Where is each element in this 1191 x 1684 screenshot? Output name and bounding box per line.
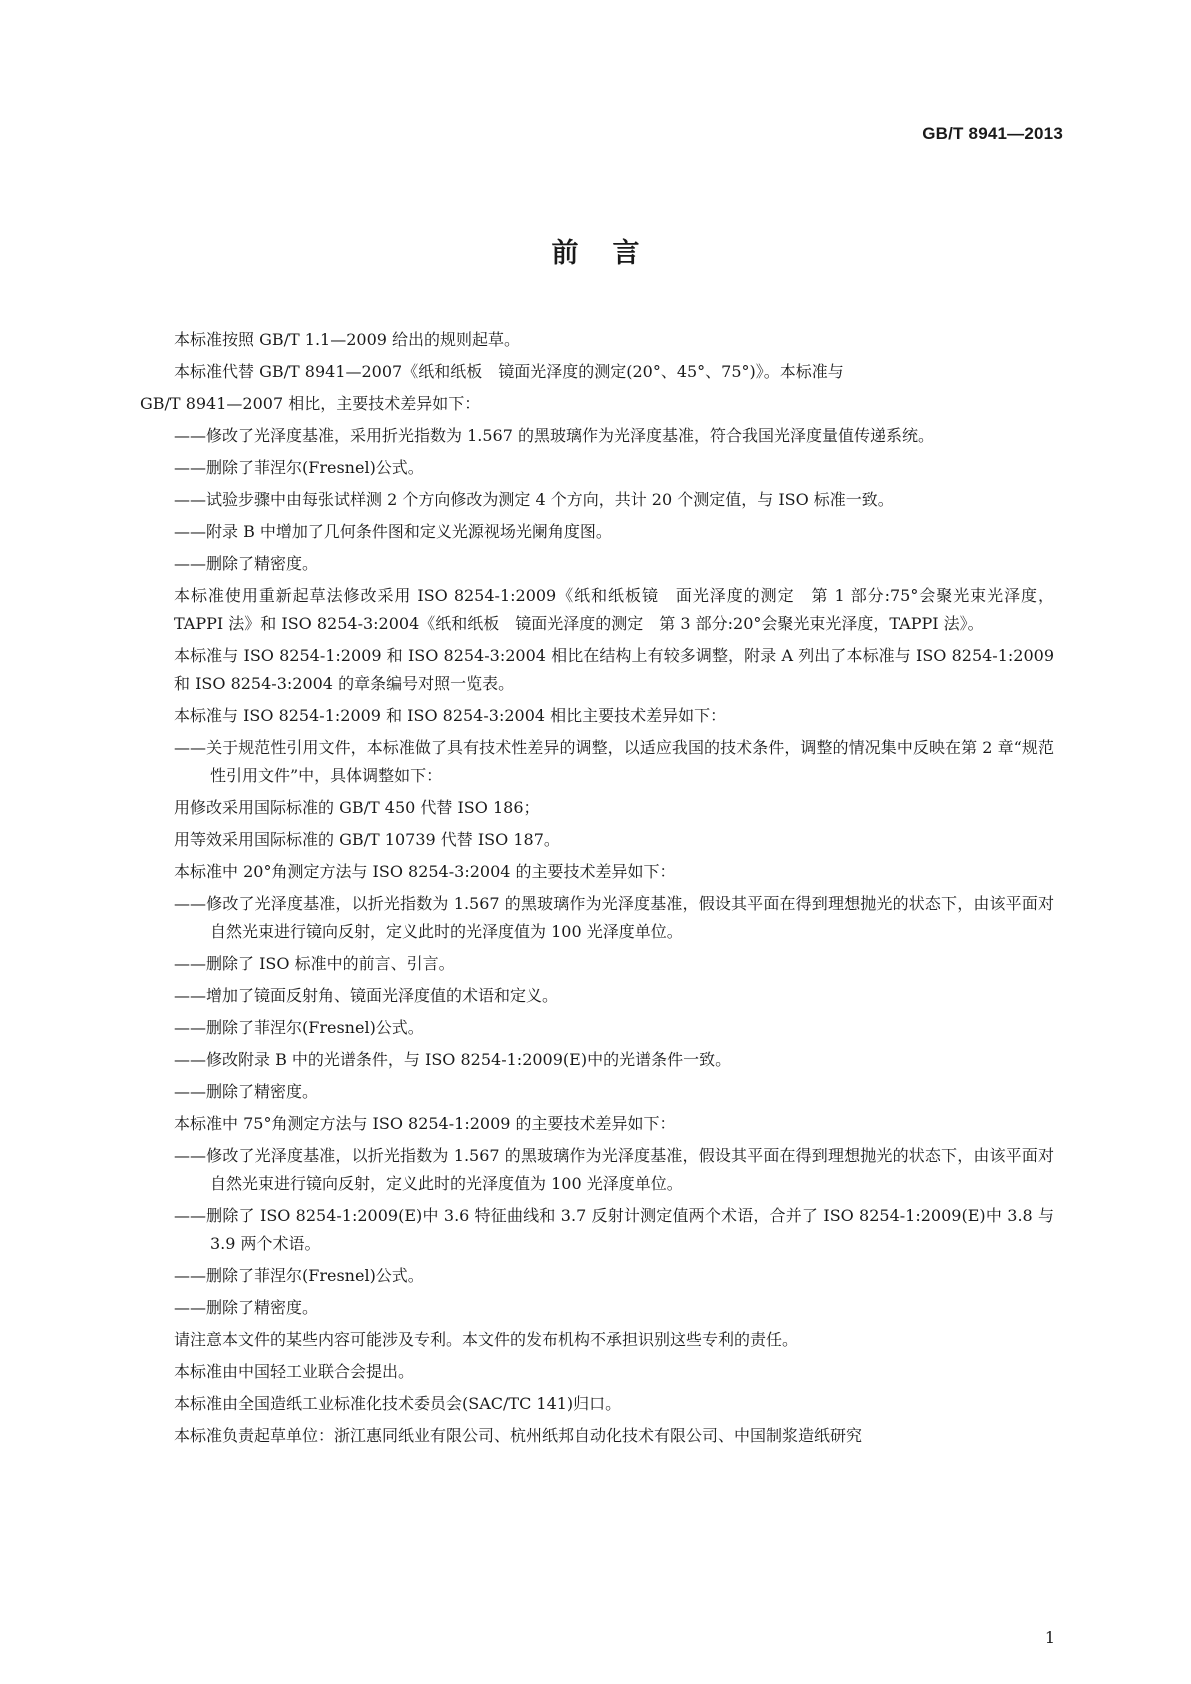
paragraph: 本标准中 20°角测定方法与 ISO 8254-3:2004 的主要技术差异如下： bbox=[174, 862, 676, 881]
list-item: ——修改了光泽度基准，以折光指数为 1.567 的黑玻璃作为光泽度基准，假设其平面在得到理想抛光的状态下，由该平面对自然光束进行镜向反射，定义此时的光泽度值为 100 光泽度单位。 bbox=[174, 894, 1054, 941]
list-item: ——关于规范性引用文件，本标准做了具有技术性差异的调整，以适应我国的技术条件，调整的情况集中反映在第 2 章“规范性引用文件”中，具体调整如下： bbox=[174, 738, 1054, 785]
list-item: ——删除了菲涅尔(Fresnel)公式。 bbox=[174, 458, 424, 477]
list-item: ——附录 B 中增加了几何条件图和定义光源视场光阑角度图。 bbox=[174, 522, 612, 541]
list-item: ——删除了精密度。 bbox=[174, 554, 319, 573]
paragraph: 本标准由中国轻工业联合会提出。 bbox=[174, 1362, 415, 1381]
paragraph: 本标准与 ISO 8254-1:2009 和 ISO 8254-3:2004 相比主要技术差异如下： bbox=[174, 706, 727, 725]
list-item: ——删除了精密度。 bbox=[174, 1082, 319, 1101]
paragraph: 本标准与 ISO 8254-1:2009 和 ISO 8254-3:2004 相比在结构上有较多调整，附录 A 列出了本标准与 ISO 8254-1:2009 和 ISO 8254-3:2004 的章条编号对照一览表。 bbox=[174, 646, 1054, 693]
paragraph: 用修改采用国际标准的 GB/T 450 代替 ISO 186； bbox=[174, 798, 540, 817]
document-body bbox=[140, 326, 1054, 1454]
standard-number: GB/T 8941—2013 bbox=[922, 124, 1063, 143]
list-item: ——删除了菲涅尔(Fresnel)公式。 bbox=[174, 1266, 424, 1285]
list-item: ——试验步骤中由每张试样测 2 个方向修改为测定 4 个方向，共计 20 个测定值，与 ISO 标准一致。 bbox=[174, 490, 894, 509]
list-item: ——修改了光泽度基准，采用折光指数为 1.567 的黑玻璃作为光泽度基准，符合我国光泽度量值传递系统。 bbox=[174, 426, 934, 445]
paragraph: 本标准使用重新起草法修改采用 ISO 8254-1:2009《纸和纸板镜 面光泽度的测定 第 1 部分:75°会聚光束光泽度，TAPPI 法》和 ISO 8254-3:2004《纸和纸板 镜面光泽度的测定 第 3 部分:20°会聚光束光泽度，TAPPI 法》。 bbox=[174, 586, 1054, 633]
paragraph: 本标准代替 GB/T 8941—2007《纸和纸板 镜面光泽度的测定(20°、45°、75°)》。本标准与 bbox=[174, 362, 844, 381]
page-title: 前言 bbox=[551, 238, 674, 269]
paragraph: 本标准负责起草单位：浙江惠同纸业有限公司、杭州纸邦自动化技术有限公司、中国制浆造纸研究 bbox=[174, 1426, 863, 1445]
list-item: ——删除了 ISO 8254-1:2009(E)中 3.6 特征曲线和 3.7 反射计测定值两个术语，合并了 ISO 8254-1:2009(E)中 3.8 与 3.9 两个术语。 bbox=[174, 1206, 1054, 1253]
paragraph: GB/T 8941—2007 相比，主要技术差异如下： bbox=[140, 394, 481, 413]
list-item: ——修改了光泽度基准，以折光指数为 1.567 的黑玻璃作为光泽度基准，假设其平面在得到理想抛光的状态下，由该平面对自然光束进行镜向反射，定义此时的光泽度值为 100 光泽度单位。 bbox=[174, 1146, 1054, 1193]
paragraph: 请注意本文件的某些内容可能涉及专利。本文件的发布机构不承担识别这些专利的责任。 bbox=[174, 1330, 799, 1349]
list-item: ——删除了精密度。 bbox=[174, 1298, 319, 1317]
paragraph: 本标准由全国造纸工业标准化技术委员会(SAC/TC 141)归口。 bbox=[174, 1394, 622, 1413]
list-item: ——修改附录 B 中的光谱条件，与 ISO 8254-1:2009(E)中的光谱条件一致。 bbox=[174, 1050, 732, 1069]
paragraph: 本标准中 75°角测定方法与 ISO 8254-1:2009 的主要技术差异如下： bbox=[174, 1114, 676, 1133]
list-item: ——删除了菲涅尔(Fresnel)公式。 bbox=[174, 1018, 424, 1037]
paragraph: 本标准按照 GB/T 1.1—2009 给出的规则起草。 bbox=[174, 330, 521, 349]
list-item: ——删除了 ISO 标准中的前言、引言。 bbox=[174, 954, 455, 973]
page-number: 1 bbox=[1044, 1628, 1055, 1647]
list-item: ——增加了镜面反射角、镜面光泽度值的术语和定义。 bbox=[174, 986, 559, 1005]
paragraph: 用等效采用国际标准的 GB/T 10739 代替 ISO 187。 bbox=[174, 830, 560, 849]
